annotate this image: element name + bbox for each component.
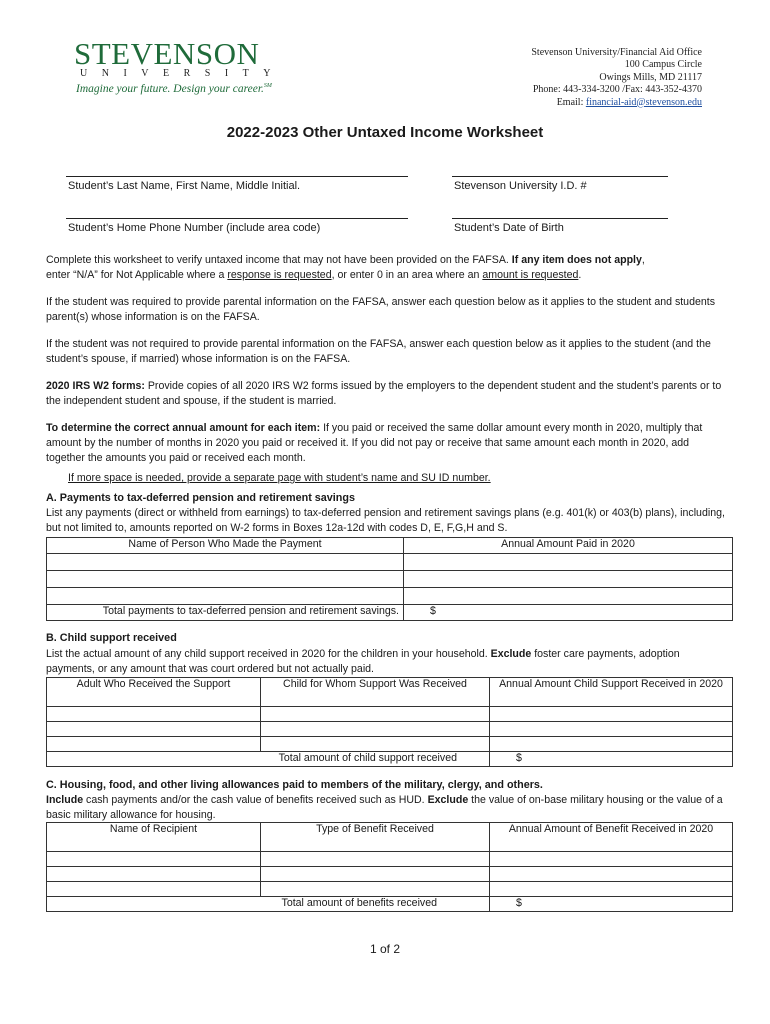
- parental-info-paragraph: If the student was required to provide parental information on the FAFSA, answer each question below as it applies to the student and students parent(s) whose information is on the FAFSA.: [46, 296, 715, 323]
- intro-paragraph: Complete this worksheet to verify untaxed income that may not have been provided on the FAFSA. If any item does not apply, enter “N/A” for Not Applicable where a response is requested, or enter 0 in an area where an amount is requested.: [46, 254, 645, 281]
- section-a-description: List any payments (direct or withheld from earnings) to tax-deferred pension and retirement savings plans (e.g. 401(k) or 403(b) plans), including, but not limited to, amounts reported on W-2 forms in Boxes 12a-12d with codes D, E, F,G,H and S.: [46, 507, 725, 534]
- page-number: 1 of 2: [369, 942, 401, 956]
- section-c-heading: C. Housing, food, and other living allowances paid to members of the military, clergy, and others.: [46, 779, 543, 791]
- section-b-col-adult: Adult Who Received the Support: [47, 678, 261, 707]
- section-b-description: List the actual amount of any child support received in 2020 for the children in your household. Exclude foster care payments, adoption payments, or any amount that was court ordered but not actually paid.: [46, 648, 680, 675]
- section-a-col-amount: Annual Amount Paid in 2020: [404, 538, 733, 554]
- phone-field-label: Student’s Home Phone Number (include area code): [68, 222, 321, 234]
- no-parental-info-paragraph: If the student was not required to provide parental information on the FAFSA, answer each question below as it applies to the student (and the student’s spouse, if married) whose information is on the FAFSA.: [46, 338, 711, 365]
- annual-amount-paragraph: To determine the correct annual amount for each item: If you paid or received the same dollar amount every month in 2020, multiply that amount by the number of months in 2020 you paid or received it. If you did not pay or receive that same amount each month in 2020, add together the amounts you paid or received each month.: [46, 422, 703, 464]
- section-c-table: [46, 822, 733, 912]
- table-cell[interactable]: [490, 707, 733, 722]
- logo-tagline: Imagine your future. Design your career.℠: [76, 83, 272, 95]
- logo-university: UNIVERSITY: [80, 68, 285, 79]
- section-c-description: Include cash payments and/or the cash value of benefits received such as HUD. Exclude the value of on-base military housing or the value of a basic military allowance for housing.: [46, 794, 723, 821]
- table-cell[interactable]: [47, 707, 261, 722]
- section-b-table: [46, 677, 733, 767]
- table-cell[interactable]: [47, 588, 404, 605]
- section-b-col-amount: Annual Amount Child Support Received in 2020: [490, 678, 733, 707]
- section-a-col-name: Name of Person Who Made the Payment: [47, 538, 404, 554]
- name-field-line[interactable]: [66, 176, 408, 177]
- table-cell[interactable]: [490, 722, 733, 737]
- email-link[interactable]: financial-aid@stevenson.edu: [585, 96, 702, 108]
- more-space-note: If more space is needed, provide a separate page with student’s name and SU ID number.: [68, 472, 491, 484]
- section-a-total-label: Total payments to tax-deferred pension and retirement savings.: [47, 605, 404, 621]
- section-b-total-value[interactable]: $: [490, 752, 733, 767]
- w2-paragraph: 2020 IRS W2 forms: Provide copies of all 2020 IRS W2 forms issued by the employers to the dependent student and the student’s parents or to the independent student and spouse, if the student is married.: [46, 380, 722, 407]
- table-cell[interactable]: [490, 882, 733, 897]
- table-cell[interactable]: [490, 737, 733, 752]
- dob-field-label: Student’s Date of Birth: [454, 222, 564, 234]
- table-cell[interactable]: [47, 867, 261, 882]
- section-a-table: [46, 537, 733, 621]
- office-address: [531, 47, 702, 109]
- section-b-total-label: Total amount of child support received: [47, 752, 490, 767]
- logo-wordmark: STEVENSON: [74, 36, 260, 71]
- table-cell[interactable]: [47, 722, 261, 737]
- section-a-heading: A. Payments to tax-deferred pension and retirement savings: [46, 492, 355, 504]
- address-office: Stevenson University/Financial Aid Office: [531, 47, 702, 58]
- id-field-line[interactable]: [452, 176, 668, 177]
- dob-field-line[interactable]: [452, 218, 668, 219]
- page-title: 2022-2023 Other Untaxed Income Worksheet: [226, 124, 544, 141]
- table-cell[interactable]: [47, 882, 261, 897]
- section-b-col-child: Child for Whom Support Was Received: [261, 678, 490, 707]
- section-c-col-recipient: Name of Recipient: [47, 823, 261, 852]
- name-field-label: Student’s Last Name, First Name, Middle Initial.: [68, 180, 301, 192]
- section-c-total-value[interactable]: $: [490, 897, 733, 912]
- table-cell[interactable]: [261, 737, 490, 752]
- section-b-heading: B. Child support received: [46, 632, 177, 644]
- table-cell[interactable]: [261, 852, 490, 867]
- section-c-col-amount: Annual Amount of Benefit Received in 2020: [490, 823, 733, 852]
- address-phone: Phone: 443-334-3200 /Fax: 443-352-4370: [532, 84, 702, 96]
- table-cell[interactable]: [261, 867, 490, 882]
- table-cell[interactable]: [404, 588, 733, 605]
- address-street: 100 Campus Circle: [624, 59, 702, 71]
- phone-field-line[interactable]: [66, 218, 408, 219]
- address-email: Email: financial-aid@stevenson.edu: [556, 96, 702, 108]
- table-cell[interactable]: [261, 722, 490, 737]
- table-cell[interactable]: [47, 737, 261, 752]
- section-a-total-value[interactable]: $: [404, 605, 733, 621]
- table-cell[interactable]: [404, 554, 733, 571]
- table-cell[interactable]: [47, 852, 261, 867]
- table-cell[interactable]: [490, 852, 733, 867]
- table-cell[interactable]: [404, 571, 733, 588]
- table-cell[interactable]: [261, 707, 490, 722]
- table-cell[interactable]: [47, 571, 404, 588]
- table-cell[interactable]: [47, 554, 404, 571]
- address-city: Owings Mills, MD 21117: [599, 71, 702, 83]
- section-c-total-label: Total amount of benefits received: [47, 897, 490, 912]
- id-field-label: Stevenson University I.D. #: [454, 180, 587, 192]
- section-c-col-type: Type of Benefit Received: [261, 823, 490, 852]
- table-cell[interactable]: [490, 867, 733, 882]
- table-cell[interactable]: [261, 882, 490, 897]
